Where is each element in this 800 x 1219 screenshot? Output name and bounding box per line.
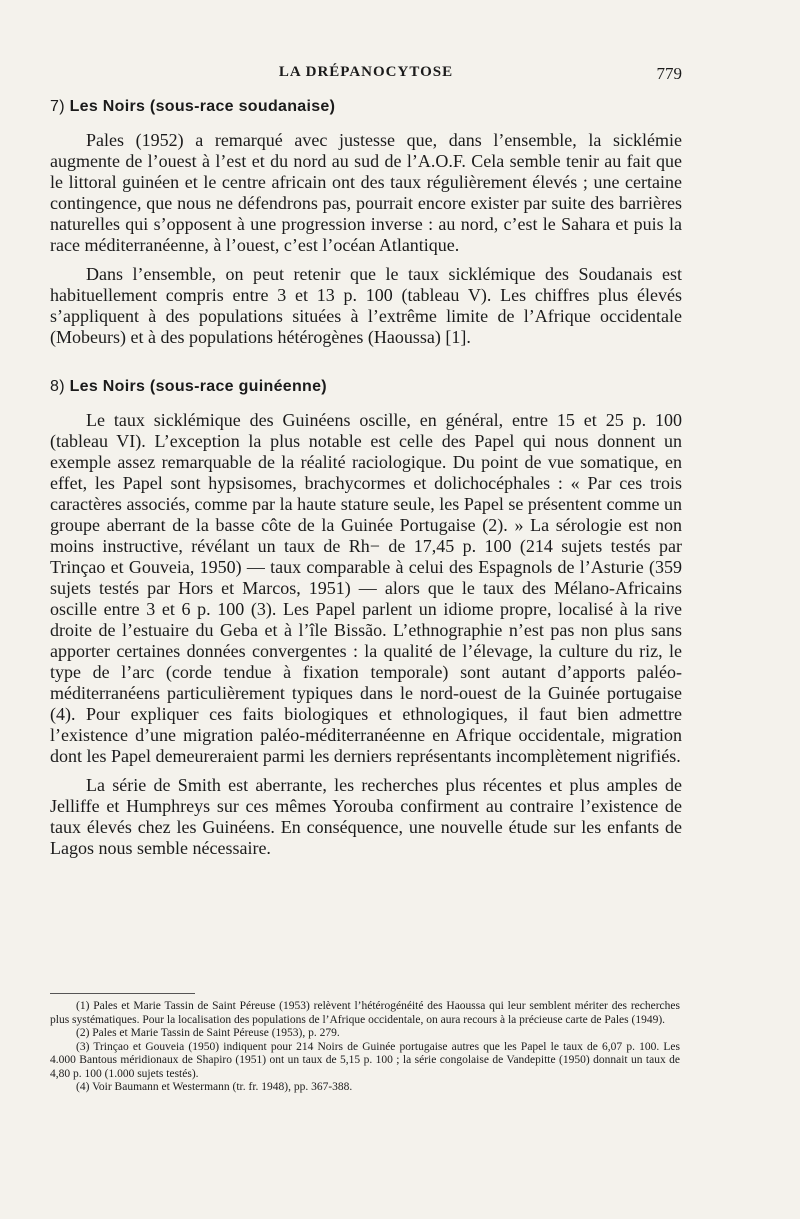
section-heading-7: [50, 98, 682, 116]
footnote: (2) Pales et Marie Tassin de Saint Péreuse (1953), p. 279.: [76, 1027, 340, 1039]
footnote-rule: [50, 993, 195, 994]
paragraph: Dans l’ensemble, on peut retenir que le taux sicklémique des Soudanais est habituellement compris entre 3 et 13 p. 100 (tableau V). Les chiffres plus élevés s’appliquent à des populations situées à l’extrême limite de l’Afrique occidentale (Mobeurs) et à des populations hétérogènes (Haoussa) [1].: [50, 264, 682, 347]
section-number: 8): [50, 378, 65, 395]
running-title: LA DRÉPANOCYTOSE: [278, 64, 454, 80]
footnote: (3) Trinçao et Gouveia (1950) indiquent pour 214 Noirs de Guinée portugaise autres que les Papel le taux de 6,07 p. 100. Les 4.000 Bantous méridionaux de Shapiro (1951) ont un taux de 5,15 p. 100 ; la série congolaise de Vandepitte (1950) donnait un taux de 4,80 p. 100 (1.000 sujets testés).: [50, 1040, 680, 1080]
paragraph: Pales (1952) a remarqué avec justesse que, dans l’ensemble, la sicklémie augmente de l’ouest à l’est et du nord au sud de l’A.O.F. Cela semble tenir au fait que le littoral guinéen et le centre africain ont des taux régulièrement élevés ; une certaine contingence, que nous ne défendrons pas, pourrait encore exister par suite des barrières naturelles qui s’opposent à une progression inverse : au nord, c’est le Sahara et puis la race méditerranéenne, à l’ouest, c’est l’océan Atlantique.: [50, 130, 682, 255]
section-title: Les Noirs (sous-race soudanaise): [69, 98, 336, 115]
footnote: (4) Voir Baumann et Westermann (tr. fr. 1948), pp. 367-388.: [76, 1081, 353, 1093]
page-number: 779: [656, 64, 682, 83]
section-title: Les Noirs (sous-race guinéenne): [69, 378, 327, 395]
paragraph: Le taux sicklémique des Guinéens oscille, en général, entre 15 et 25 p. 100 (tableau VI). L’exception la plus notable est celle des Papel qui nous donnent un exemple assez remarquable de la réalité raciologique. Du point de vue somatique, en effet, les Papel sont hypsisomes, brachycormes et dolichocéphales : « Par ces trois caractères associés, comme par la haute stature seule, les Papel se présentent comme un groupe aberrant de la basse côte de la Guinée Portugaise (2). » La sérologie est non moins instructive, révélant un taux de Rh− de 17,45 p. 100 (214 sujets testés par Trinçao et Gouveia, 1950) — taux comparable à celui des Espagnols de l’Asturie (359 sujets testés par Hors et Marcos, 1951) — alors que le taux des Mélano-Africains oscille entre 3 et 6 p. 100 (3). Les Papel parlent un idiome propre, localisé à la rive droite de l’estuaire du Geba et à l’île Bissão. L’ethnographie n’est pas non plus sans apporter certaines données convergentes : la qualité de l’élevage, la culture du riz, le type de l’arc (corde tendue à fixation temporale) sont autant d’apports paléo-méditerranéens particulièrement typiques dans le nord-ouest de la Guinée portugaise (4). Pour expliquer ces faits biologiques et ethnologiques, il faut bien admettre l’existence d’une migration paléo-méditerranéenne en Afrique occidentale, migration dont les Papel demeureraient parmi les derniers représentants incomplètement nigrifiés.: [50, 410, 682, 766]
footnote: (1) Pales et Marie Tassin de Saint Péreuse (1953) relèvent l’hétérogénéité des Haoussa qui leur semblent mériter des recherches plus systématiques. Pour la localisation des populations de l’Afrique occidentale, on aura recours à la précieuse carte de Pales (1949).: [50, 1000, 680, 1026]
section-heading-8: [50, 378, 682, 396]
section-number: 7): [50, 98, 65, 115]
paragraph: La série de Smith est aberrante, les recherches plus récentes et plus amples de Jelliffe et Humphreys sur ces mêmes Yorouba confirment au contraire l’existence de taux élevés chez les Guinéens. En conséquence, une nouvelle étude sur les enfants de Lagos nous semble nécessaire.: [50, 775, 682, 858]
running-header: [50, 64, 682, 86]
footnotes: [50, 1000, 680, 1095]
main-text: [50, 98, 682, 867]
